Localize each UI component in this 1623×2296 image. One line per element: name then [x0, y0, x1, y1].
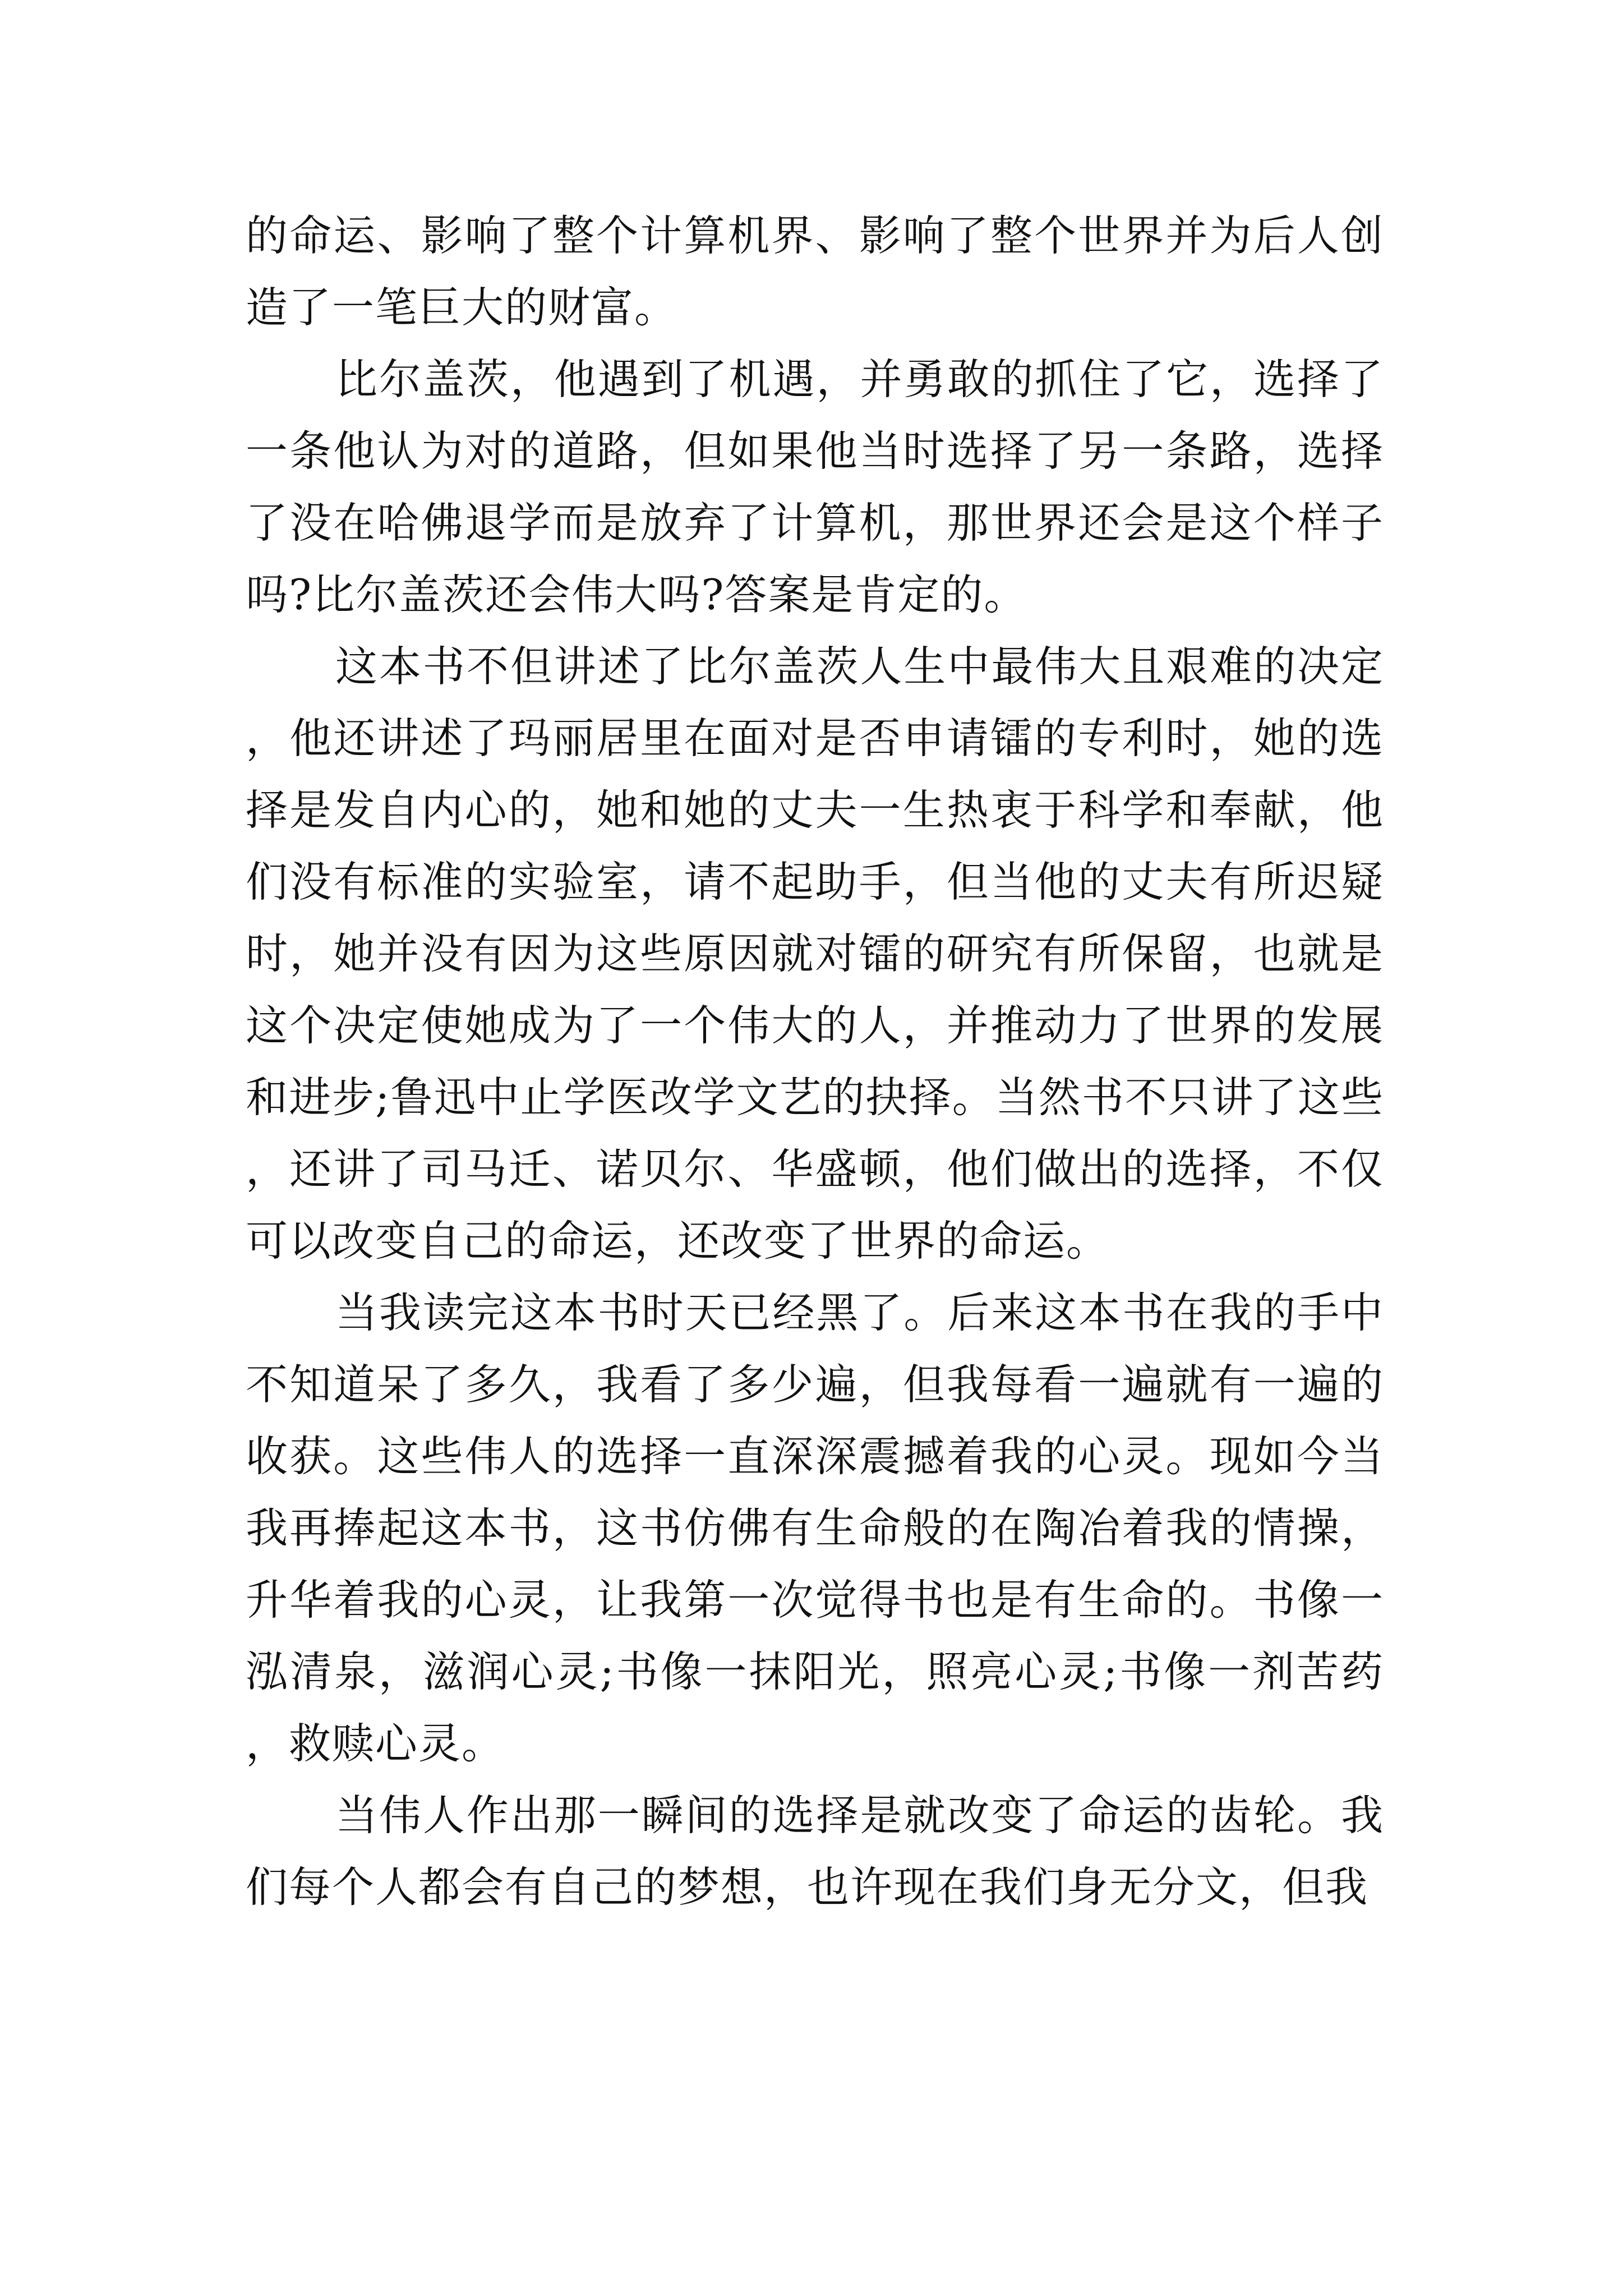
- paragraph-4: 当我读完这本书时天已经黑了。后来这本书在我的手中不知道呆了多久，我看了多少遍，但我每看一遍就有一遍的收获。这些伟人的选择一直深深震撼着我的心灵。现如今当我再捧起这本书，这书仿佛有生命般的在陶冶着我的情操，升华着我的心灵，让我第一次觉得书也是有生命的。书像一泓清泉，滋润心灵;书像一抹阳光，照亮心灵;书像一剂苦药，救赎心灵。: [246, 1288, 1384, 1768]
- paragraph-1: 的命运、影响了整个计算机界、影响了整个世界并为后人创造了一笔巨大的财富。: [246, 211, 1384, 332]
- paragraph-2: 比尔盖茨，他遇到了机遇，并勇敢的抓住了它，选择了一条他认为对的道路，但如果他当时选择了另一条路，选择了没在哈佛退学而是放弃了计算机，那世界还会是这个样子吗?比尔盖茨还会伟大吗?答案是肯定的。: [246, 355, 1384, 619]
- paragraph-3: 这本书不但讲述了比尔盖茨人生中最伟大且艰难的决定，他还讲述了玛丽居里在面对是否申请镭的专利时，她的选择是发自内心的，她和她的丈夫一生热衷于科学和奉献，他们没有标准的实验室，请不起助手，但当他的丈夫有所迟疑时，她并没有因为这些原因就对镭的研究有所保留，也就是这个决定使她成为了一个伟大的人，并推动力了世界的发展和进步;鲁迅中止学医改学文艺的抉择。当然书不只讲了这些，还讲了司马迁、诺贝尔、华盛顿，他们做出的选择，不仅可以改变自己的命运，还改变了世界的命运。: [246, 642, 1384, 1266]
- paragraph-5: 当伟人作出那一瞬间的选择是就改变了命运的齿轮。我们每个人都会有自己的梦想，也许现在我们身无分文，但我: [246, 1791, 1384, 1912]
- document-body: [246, 200, 1384, 1923]
